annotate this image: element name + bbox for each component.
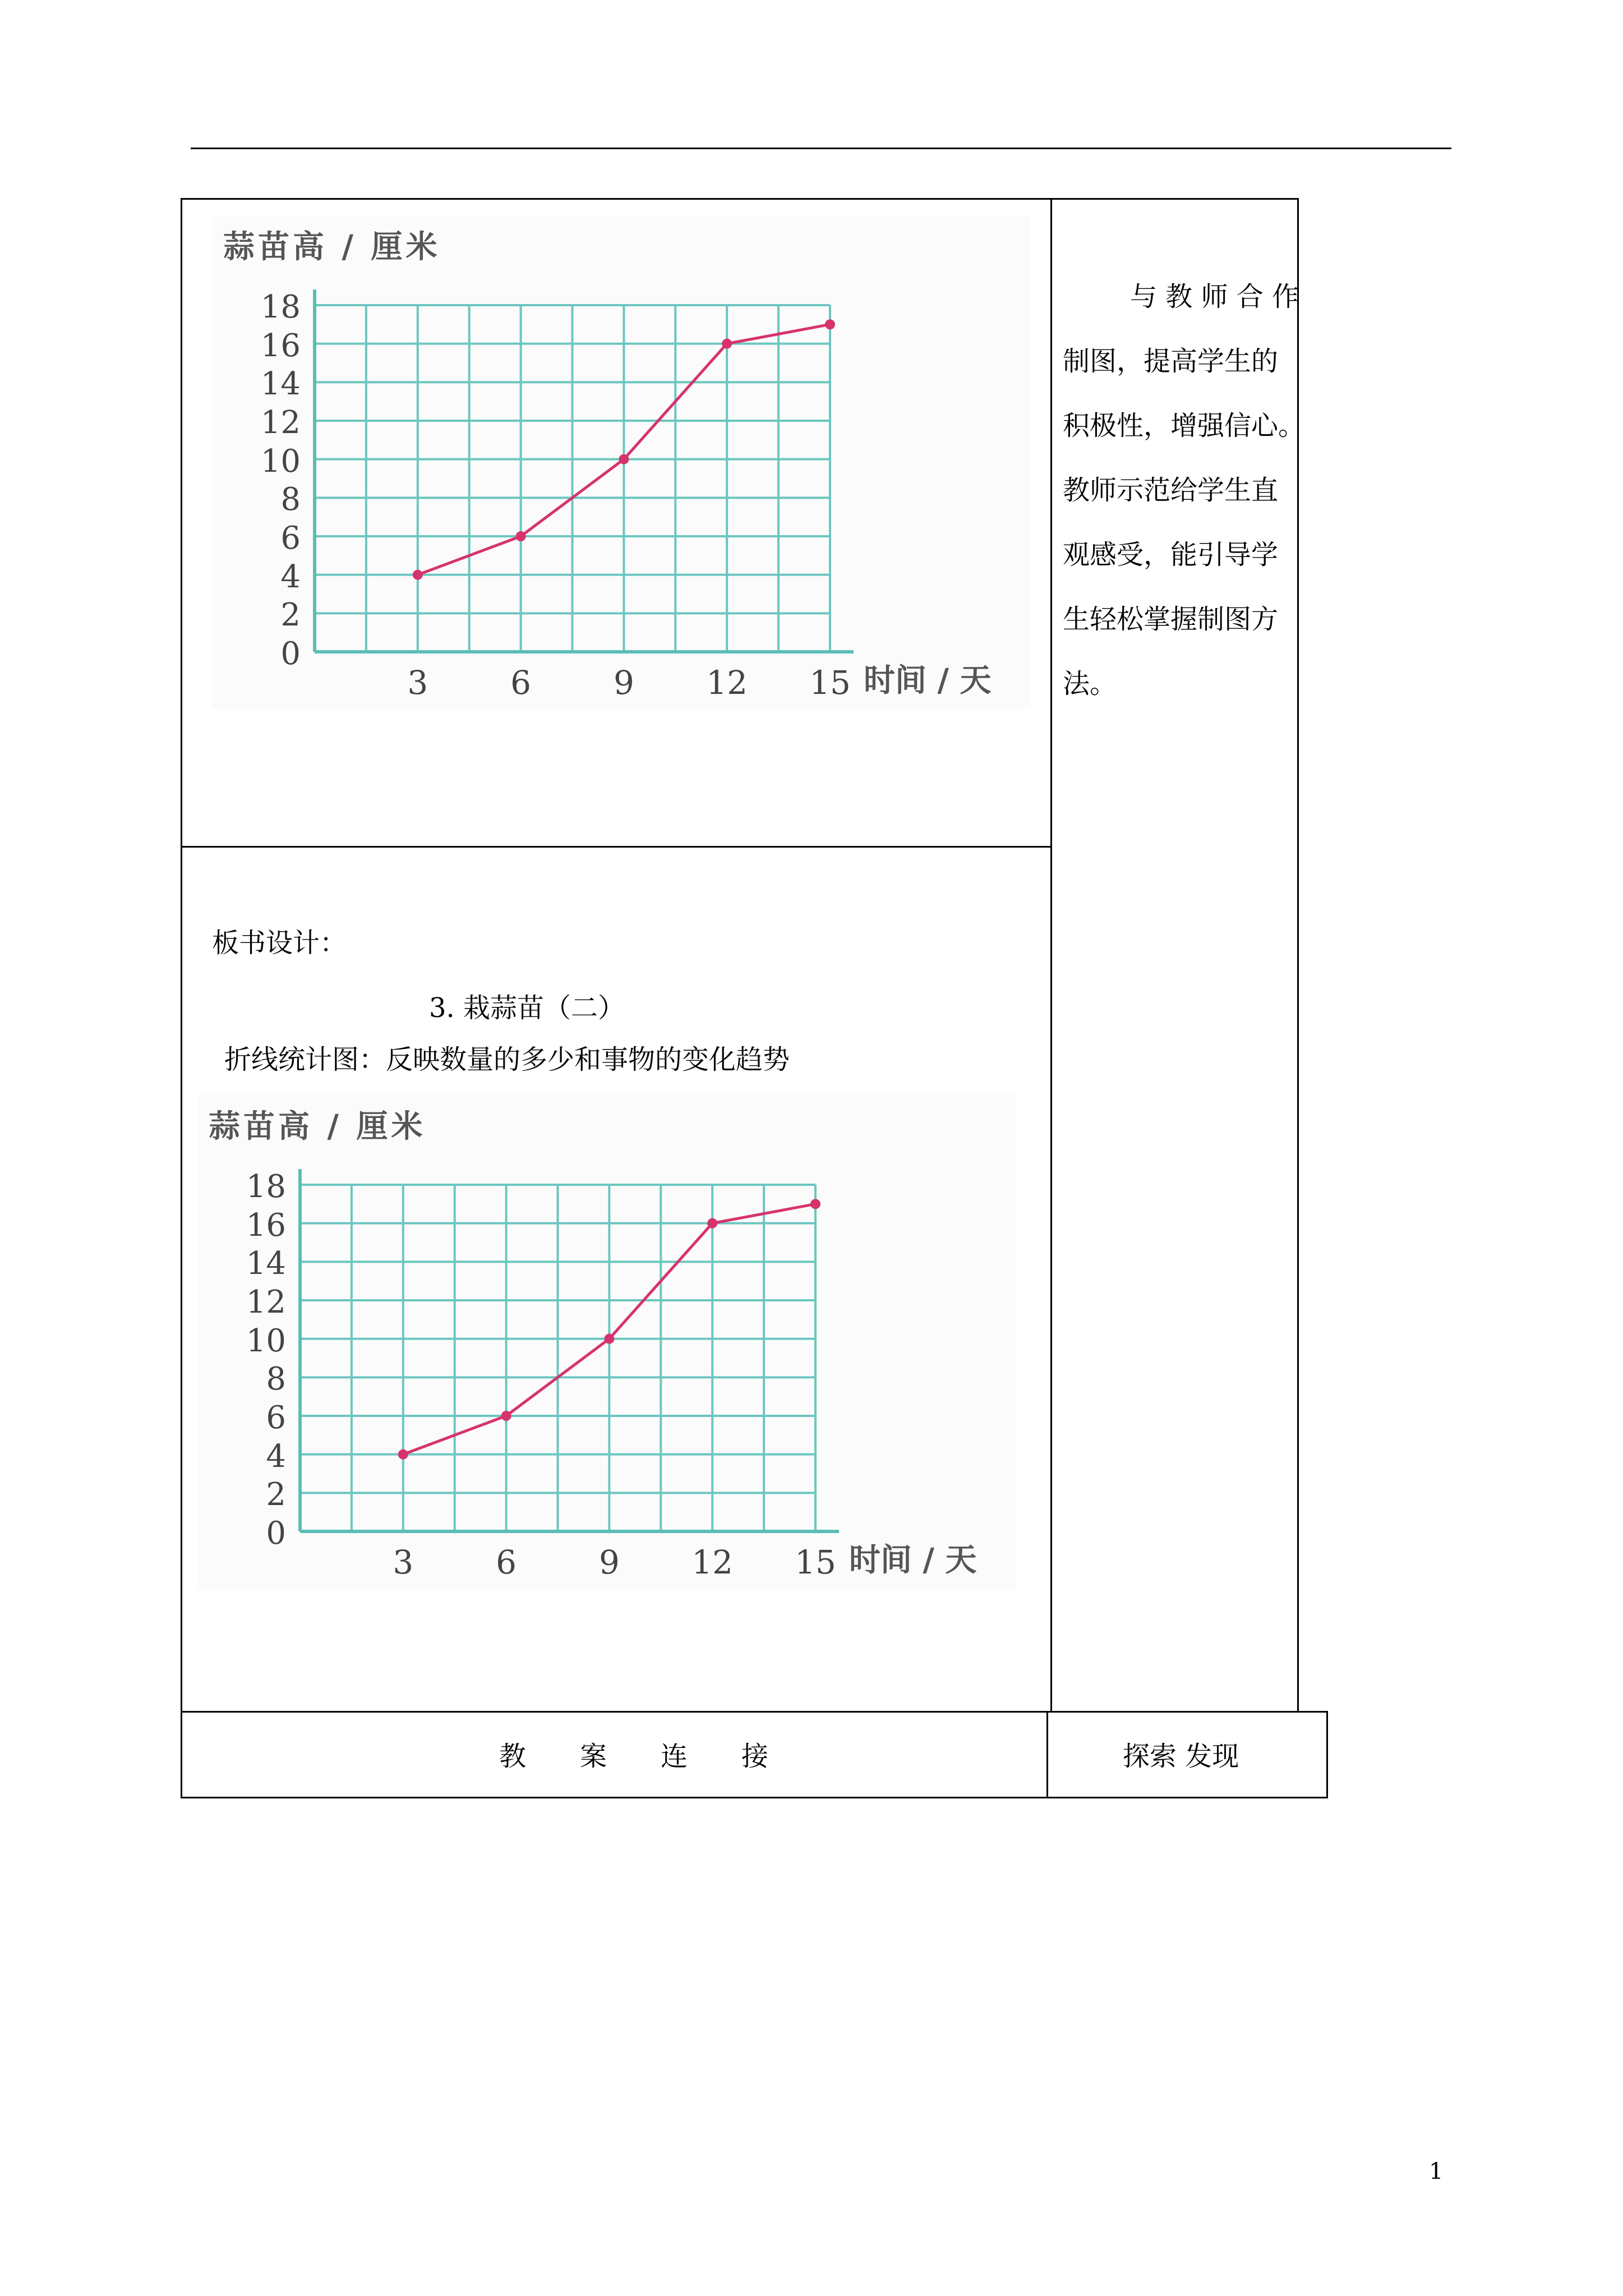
table-row-divider bbox=[181, 846, 1052, 848]
chart-definition: 折线统计图：反映数量的多少和事物的变化趋势 bbox=[224, 1044, 790, 1075]
side-note-line: 制图，提高学生的 bbox=[1063, 346, 1279, 377]
chart1-x-tick-label: 6 bbox=[496, 1543, 517, 1581]
chart1-x-tick-label: 15 bbox=[795, 1543, 836, 1581]
table-left-border bbox=[181, 198, 182, 1798]
chart1-y-tick-label: 6 bbox=[266, 1400, 286, 1436]
page-number: 1 bbox=[1429, 2159, 1444, 2184]
chart1-y-tick-label: 4 bbox=[266, 1438, 286, 1475]
chart0-y-tick-label: 8 bbox=[280, 481, 301, 518]
chart1-data-point bbox=[501, 1411, 511, 1421]
chart0-data-point bbox=[413, 570, 423, 580]
line-chart-board bbox=[197, 1095, 1016, 1589]
chart0-data-point bbox=[619, 454, 629, 464]
chart1-y-tick-label: 0 bbox=[266, 1515, 286, 1552]
chart0-y-tick-label: 18 bbox=[260, 289, 301, 325]
chart0-x-tick-label: 3 bbox=[407, 664, 428, 702]
side-note-line: 观感受，能引导学 bbox=[1063, 539, 1279, 570]
chart1-y-tick-label: 10 bbox=[246, 1322, 286, 1359]
board-heading: 板书设计： bbox=[212, 927, 347, 959]
chart1-title: 蒜苗高 / 厘米 bbox=[209, 1108, 426, 1145]
footer-row-bottom-border bbox=[181, 1797, 1328, 1798]
side-note-line: 生轻松掌握制图方 bbox=[1063, 604, 1279, 635]
table-middle-border bbox=[1050, 198, 1052, 1713]
chart1-x-axis-label: 时间 / 天 bbox=[849, 1542, 977, 1579]
chart0-y-tick-label: 0 bbox=[280, 636, 301, 672]
chart0-x-tick-label: 15 bbox=[809, 664, 851, 702]
footer-row-top-border bbox=[181, 1711, 1328, 1713]
chart0-svg bbox=[212, 215, 1031, 709]
chart1-y-tick-label: 2 bbox=[266, 1476, 286, 1513]
chart0-x-tick-label: 6 bbox=[510, 664, 532, 702]
chart1-data-point bbox=[810, 1199, 820, 1209]
chart1-data-point bbox=[604, 1334, 614, 1344]
chart1-y-tick-label: 14 bbox=[246, 1245, 286, 1282]
chart0-y-tick-label: 12 bbox=[260, 404, 301, 441]
chart0-y-tick-label: 2 bbox=[280, 597, 301, 634]
footer-explore: 探索 发现 bbox=[1123, 1741, 1239, 1772]
side-note-line: 积极性，增强信心。 bbox=[1063, 410, 1306, 441]
chart1-x-tick-label: 3 bbox=[393, 1543, 414, 1581]
chart0-y-tick-label: 4 bbox=[280, 558, 301, 595]
footer-row-right-border bbox=[1326, 1711, 1328, 1798]
line-chart-top bbox=[212, 215, 1031, 709]
side-note-line: 与 教 师 合 作 bbox=[1130, 281, 1299, 312]
chart0-x-tick-label: 9 bbox=[613, 664, 634, 702]
chart0-data-point bbox=[722, 339, 732, 349]
chart1-y-tick-label: 16 bbox=[246, 1207, 286, 1244]
chart1-data-point bbox=[707, 1218, 717, 1228]
footer-row-middle-border bbox=[1046, 1711, 1048, 1798]
chart0-x-tick-label: 12 bbox=[706, 664, 748, 702]
chart0-x-axis-label: 时间 / 天 bbox=[864, 662, 992, 699]
chart1-data-point bbox=[398, 1450, 408, 1460]
chart1-svg bbox=[197, 1095, 1016, 1589]
side-note-line: 法。 bbox=[1063, 668, 1117, 700]
chart0-data-point bbox=[825, 319, 835, 329]
side-note-line: 教师示范给学生直 bbox=[1063, 475, 1279, 506]
chart1-y-tick-label: 18 bbox=[246, 1168, 286, 1205]
footer-lesson-link: 教 案 连 接 bbox=[499, 1741, 769, 1772]
chart1-y-tick-label: 12 bbox=[246, 1284, 286, 1320]
chart0-title: 蒜苗高 / 厘米 bbox=[223, 229, 441, 265]
table-top-border bbox=[181, 198, 1299, 200]
chart0-y-tick-label: 14 bbox=[260, 366, 301, 403]
chart1-y-tick-label: 8 bbox=[266, 1361, 286, 1398]
chart0-y-tick-label: 6 bbox=[280, 520, 301, 556]
chart0-y-tick-label: 10 bbox=[260, 443, 301, 480]
chart0-y-tick-label: 16 bbox=[260, 327, 301, 364]
lesson-title: 3. 栽蒜苗（二） bbox=[429, 992, 625, 1024]
chart1-x-tick-label: 9 bbox=[598, 1543, 620, 1581]
header-rule bbox=[191, 148, 1451, 149]
chart1-x-tick-label: 12 bbox=[691, 1543, 734, 1581]
chart0-data-point bbox=[516, 531, 526, 541]
